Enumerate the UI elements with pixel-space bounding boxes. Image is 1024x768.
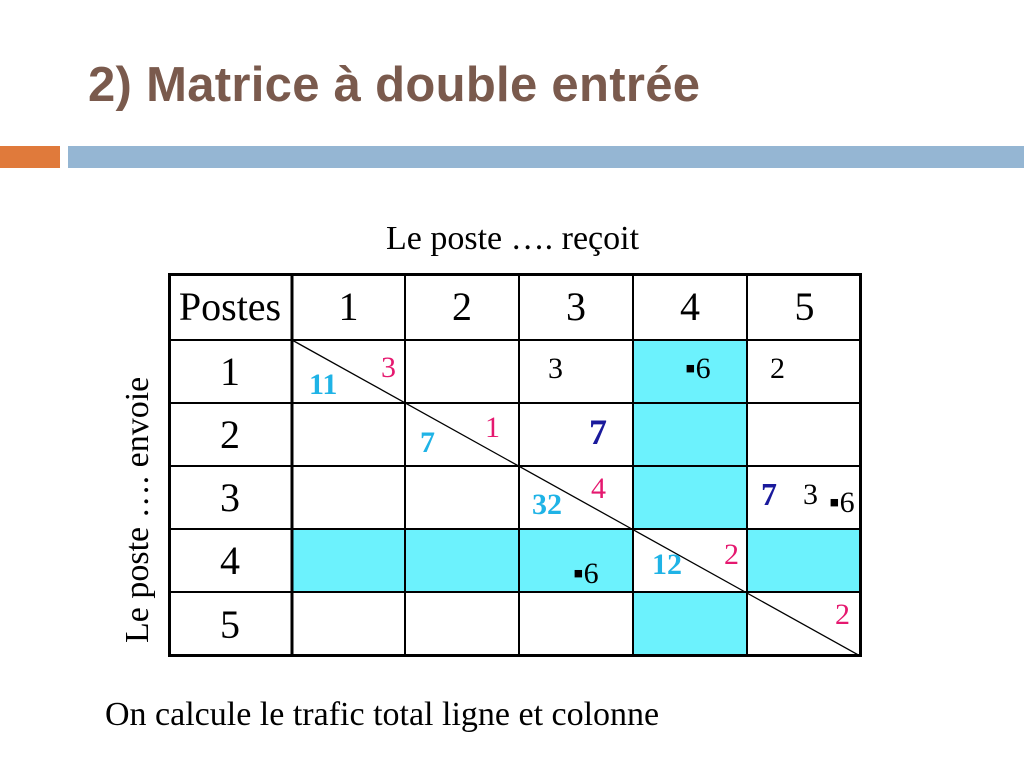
value-r1c3: 3 [548,352,563,385]
column-header-3: 3 [566,283,586,329]
row-header-1: 1 [220,348,240,394]
slide-title: 2) Matrice à double entrée [88,58,701,112]
value-r1c1-lower: 11 [309,368,338,401]
value-r3c5-first: 7 [761,476,777,512]
value-r1c1-upper: 3 [381,351,396,384]
accent-bar-blue [68,146,1024,168]
value-r1c5: 2 [770,352,785,385]
value-r4c3: ▪6 [573,557,599,590]
value-r2c2-lower: 7 [420,426,435,459]
value-r1c4: ▪6 [685,352,711,385]
row-header-5: 5 [220,601,240,647]
sender-axis-label: Le poste …. envoie [119,376,156,643]
value-r3c5-third: ▪6 [829,486,855,519]
value-r5c5: 2 [835,598,850,631]
value-r3c5-second: 3 [803,478,818,511]
row-header-3: 3 [220,474,240,520]
value-r3c3-upper: 4 [591,472,606,505]
traffic-matrix [168,273,862,657]
value-r2c3: 7 [589,412,607,452]
value-r3c3-lower: 32 [532,488,562,521]
footnote: On calcule le trafic total ligne et colonne [105,696,660,733]
column-header-1: 1 [338,283,359,329]
row-header-2: 2 [220,411,240,457]
column-header-2: 2 [452,283,472,329]
value-r4c4-lower: 12 [652,548,682,581]
corner-header: Postes [178,283,282,329]
accent-bar-orange [0,146,60,168]
row-header-4: 4 [220,537,240,583]
value-r4c4-upper: 2 [724,538,739,571]
column-header-5: 5 [794,283,815,329]
diagonal-line [292,340,862,657]
receiver-axis-label: Le poste …. reçoit [386,220,640,257]
value-r2c2-upper: 1 [485,411,500,444]
column-header-4: 4 [680,283,700,329]
